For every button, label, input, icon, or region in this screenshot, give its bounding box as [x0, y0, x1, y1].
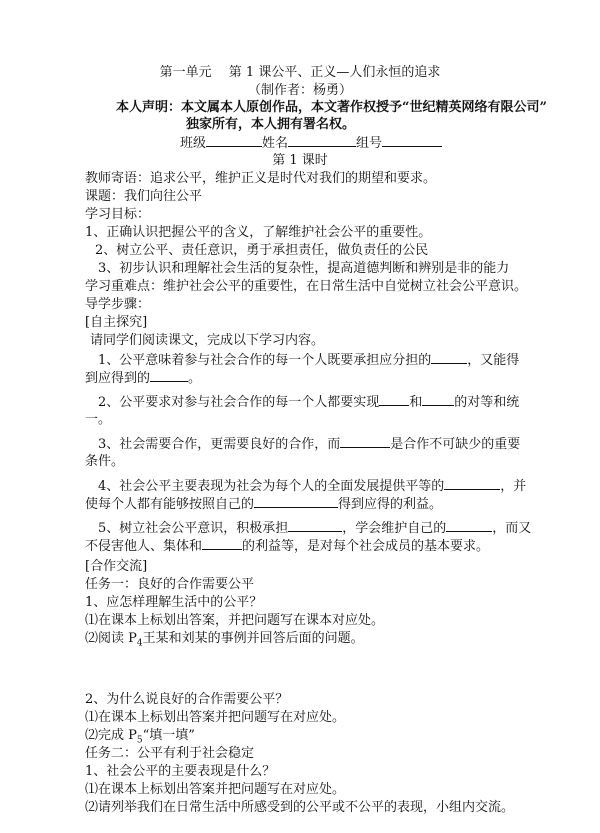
question-4-text: 4、社会公平主要表现为社会为每个人的全面发展提供平等的 [98, 479, 445, 494]
step-text: ⑵阅读 P [85, 631, 137, 646]
period-label: 第 1 课时 [272, 153, 328, 168]
group-field[interactable] [382, 134, 442, 147]
question-5-line-2 [85, 537, 489, 555]
question-3-blank[interactable] [340, 435, 390, 448]
question-5-text: 的利益等，是对每个社会成员的基本要求。 [242, 539, 490, 554]
group-label: 组号 [356, 136, 383, 151]
question-2-blank-2[interactable] [422, 393, 454, 406]
task-1-question-2-step-1: ⑴在课本上标划出答案并把问题写在对应处。 [85, 710, 346, 725]
question-2-text: 2、公平要求对参与社会合作的每一个人都要实现 [98, 395, 380, 410]
task-1-question-1-step-2 [85, 630, 364, 653]
question-1-line-1 [98, 351, 519, 369]
question-1-text: 1、公平意味着参与社会合作的每一个人既要承担应分担的 [98, 353, 432, 368]
question-5-text: 5、树立社会公平意识，积极承担 [98, 521, 289, 536]
question-4-text: 使每个人都有能够按照自己的 [85, 497, 255, 512]
question-2-line-2: 一。 [85, 412, 112, 427]
task-1-title: 任务一：良好的合作需要公平 [85, 577, 255, 592]
cooperation-heading: [合作交流] [85, 559, 148, 574]
question-4-text: ，并 [500, 479, 527, 494]
key-points: 学习重难点：维护社会公平的重要性，在日常生活中自觉树立社会公平意识。 [85, 279, 528, 294]
self-study-heading: [自主探究] [85, 315, 148, 330]
question-5-text: ，而又 [492, 521, 532, 536]
objective-1: 1、正确认识把握公平的含义，了解维护社会公平的重要性。 [85, 225, 432, 240]
class-label: 班级 [180, 136, 207, 151]
task-1-question-1-step-1: ⑴在课本上标划出答案，并把问题写在课本对应处。 [85, 613, 385, 628]
task-2-question-1-step-2: ⑵请列举我们在日常生活中所感受到的公平或不公平的表现，小组内交流。 [85, 800, 515, 815]
question-4-blank-1[interactable] [444, 477, 500, 490]
page-subscript: 4 [136, 638, 143, 649]
objective-2: 2、树立公平、责任意识，勇于承担责任，做负责任的公民 [95, 243, 429, 258]
question-4-text: 得到应得的利益。 [338, 497, 443, 512]
copyright-notice-line-2: 独家所有，本人拥有署名权。 [186, 117, 356, 132]
question-3-text: 3、社会需要合作，更需要良好的合作，而 [98, 437, 341, 452]
question-4-blank-2[interactable] [254, 495, 338, 508]
question-1-text: ，又能得 [467, 353, 520, 368]
question-1-blank-2[interactable] [150, 369, 188, 382]
question-4-line-1 [98, 477, 526, 495]
author-line: （制作者：杨勇） [247, 83, 352, 98]
question-1-blank-1[interactable] [431, 351, 467, 364]
steps-heading: 导学步骤： [85, 297, 151, 312]
question-5-blank-2[interactable] [446, 519, 492, 532]
page-title: 第一单元 第 1 课公平、正义—人们永恒的追求 [159, 65, 441, 80]
teacher-words: 教师寄语：追求公平，维护正义是时代对我们的期望和要求。 [85, 171, 437, 186]
question-2-text: 和 [409, 395, 423, 410]
question-1-line-2 [85, 369, 201, 387]
question-3-line-2: 条件。 [85, 454, 125, 469]
question-2-text: 的对等和统 [454, 395, 520, 410]
name-label: 姓名 [262, 136, 289, 151]
question-3-line-1 [98, 435, 520, 453]
step-text: 王某和刘某的事例并回答后面的问题。 [142, 631, 364, 646]
name-field[interactable] [288, 134, 356, 147]
question-2-blank-1[interactable] [379, 393, 409, 406]
task-1-question-1: 1、应怎样理解生活中的公平？ [85, 595, 263, 610]
question-1-text: 到应得到的 [85, 371, 151, 386]
question-5-text: ，学会维护自己的 [342, 521, 447, 536]
objective-3: 3、初步认识和理解社会生活的复杂性，提高道德判断和辨别是非的能力 [98, 261, 510, 276]
task-2-question-1-step-1: ⑴在课本上标划出答案并把问题写在对应处。 [85, 782, 346, 797]
step-text: ⑵完成 P [85, 728, 137, 743]
question-5-text: 不侵害他人、集体和 [85, 539, 203, 554]
question-5-blank-1[interactable] [288, 519, 342, 532]
topic: 课题：我们向往公平 [85, 189, 203, 204]
class-field[interactable] [206, 134, 262, 147]
task-2-question-1: 1、社会公平的主要表现是什么？ [85, 764, 276, 779]
objectives-heading: 学习目标： [85, 207, 151, 222]
page-subscript: 5 [136, 735, 143, 746]
self-study-instruction: 请同学们阅读课文，完成以下学习内容。 [90, 333, 325, 348]
copyright-notice-line-1: 本人声明：本文属本人原创作品，本文著作权授予“世纪精英网络有限公司” [116, 100, 547, 115]
question-1-text: 。 [188, 371, 202, 386]
question-2-line-1 [98, 393, 519, 411]
task-1-question-2: 2、为什么说良好的合作需要公平？ [85, 692, 289, 707]
student-info-line [180, 134, 442, 152]
question-3-text: 是合作不可缺少的重要 [390, 437, 521, 452]
step-text: “填一填” [142, 728, 195, 743]
task-2-title: 任务二：公平有利于社会稳定 [85, 746, 255, 761]
question-4-line-2 [85, 495, 442, 513]
question-5-line-1 [98, 519, 531, 537]
question-5-blank-3[interactable] [202, 537, 242, 550]
